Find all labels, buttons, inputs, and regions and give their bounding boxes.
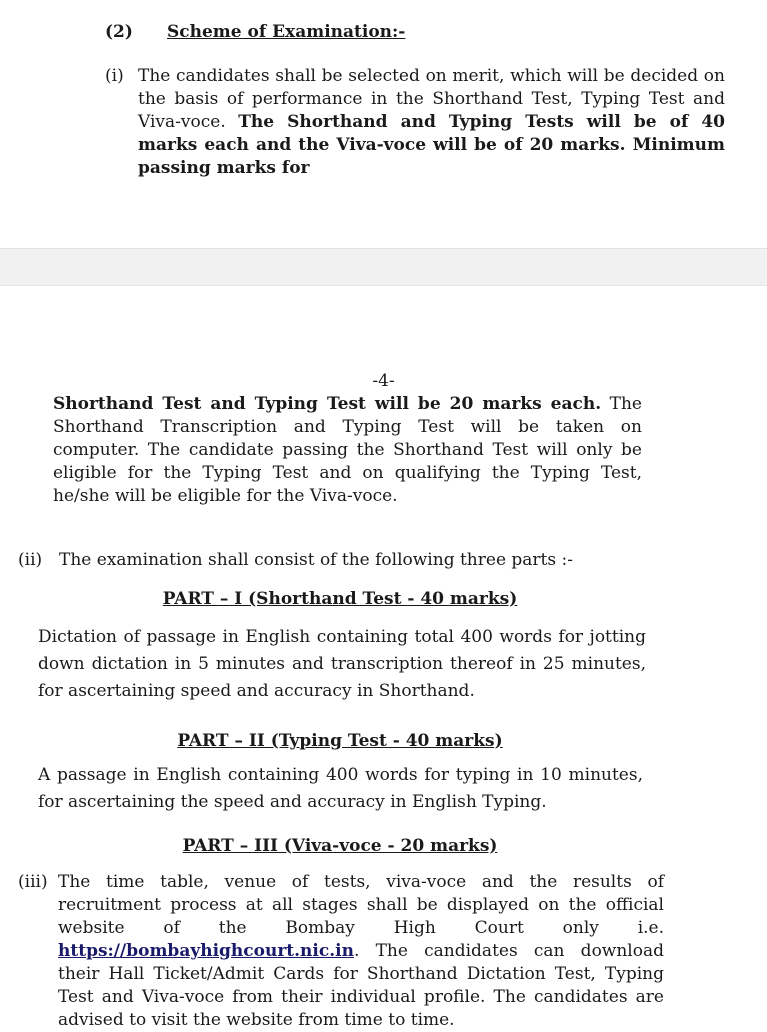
section-title: Scheme of Examination:- (167, 22, 406, 42)
part-1-body: Dictation of passage in English containing total 400 words for jotting down dictation in 5 minutes and transcription thereof in 25 minutes, for ascertaining speed and accuracy in Shorthand. (38, 627, 646, 701)
paragraph-text (58, 871, 664, 1032)
paragraph-text-bold: Shorthand Test and Typing Test will be 20 marks each. (53, 394, 602, 414)
paragraph-text-normal: The candidates shall be selected on merit, which will be decided on the basis of performance in the Shorthand Test, Typing Test and Viva-voce. (138, 66, 725, 132)
paragraph-text-after-link: . The candidates can download their Hall Ticket/Admit Cards for Shorthand Dictation Test, Typing Test and Viva-voce from their individual profile. The candidates are advised to visit the website from time to time. (58, 941, 664, 1030)
paragraph-i (105, 65, 725, 180)
section-heading (105, 20, 405, 44)
part-1-heading: PART – I (Shorthand Test - 40 marks) (162, 589, 518, 609)
section-number: (2) (105, 22, 133, 42)
page-number: -4- (372, 371, 395, 391)
paragraph-label: (i) (105, 66, 124, 86)
paragraph-text: The examination shall consist of the following three parts :- (59, 550, 573, 570)
paragraph-i-continued (53, 393, 642, 508)
paragraph-label: (iii) (18, 872, 48, 892)
part-2-heading: PART – II (Typing Test - 40 marks) (177, 731, 503, 751)
part-2-body: A passage in English containing 400 words for typing in 10 minutes, for ascertaining the speed and accuracy in English Typing. (38, 765, 643, 812)
paragraph-text-bold: The Shorthand and Typing Tests will be of 40 marks each and the Viva-voce will be of 20 marks. Minimum passing marks for (138, 112, 725, 178)
paragraph-text (138, 65, 725, 180)
website-link[interactable]: https://bombayhighcourt.nic.in (58, 941, 354, 961)
paragraph-iii (18, 871, 664, 1032)
paragraph-label: (ii) (18, 550, 43, 570)
paragraph-text-before-link: The time table, venue of tests, viva-voce and the results of recruitment process at all stages shall be displayed on the official website of the Bombay High Court only i.e. (58, 872, 664, 938)
paragraph-ii (18, 548, 658, 572)
part-3-heading: PART – III (Viva-voce - 20 marks) (182, 836, 498, 856)
page-break-gap (0, 248, 767, 286)
paragraph-text-normal: The Shorthand Transcription and Typing Test will be taken on computer. The candidate passing the Shorthand Test will only be eligible for the Typing Test and on qualifying the Typing Test, he/she will be eligible for the Viva-voce. (53, 394, 642, 506)
